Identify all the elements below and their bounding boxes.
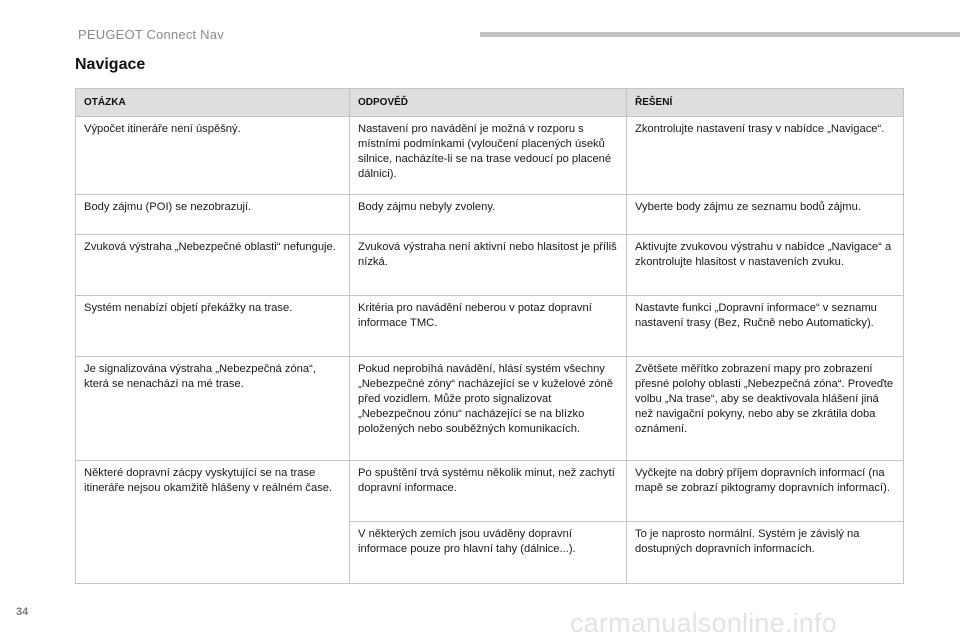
- solution-cell: Nastavte funkci „Dopravní informace“ v seznamu nastavení trasy (Bez, Ručně nebo Automaticky).: [627, 296, 904, 357]
- question-cell: Systém nenabízí objetí překážky na trase.: [76, 296, 350, 357]
- table-row: [76, 195, 904, 235]
- solution-cell: Zkontrolujte nastavení trasy v nabídce „Navigace“.: [627, 117, 904, 195]
- answer-cell: Kritéria pro navádění neberou v potaz dopravní informace TMC.: [350, 296, 627, 357]
- faq-table: [75, 88, 904, 584]
- section-title: Navigace: [75, 56, 146, 73]
- question-cell: [76, 522, 350, 584]
- solution-cell: Zvětšete měřítko zobrazení mapy pro zobrazení přesné polohy oblasti „Nebezpečná zóna“. Proveďte volbu „Na trase“, aby se deaktivovala hlášení jiná než navigační pokyny, nebo aby se zkrátila doba oznámení.: [627, 357, 904, 461]
- page-number: 34: [16, 606, 29, 618]
- table-row: [76, 461, 904, 522]
- answer-cell: Po spuštění trvá systému několik minut, než zachytí dopravní informace.: [350, 461, 627, 522]
- question-cell: Výpočet itineráře není úspěšný.: [76, 117, 350, 195]
- column-header-solution: ŘEŠENÍ: [627, 89, 904, 117]
- table-header-row: [76, 89, 904, 117]
- table-row: [76, 357, 904, 461]
- answer-cell: Body zájmu nebyly zvoleny.: [350, 195, 627, 235]
- answer-cell: Pokud neprobíhá navádění, hlásí systém všechny „Nebezpečné zóny“ nacházející se v kuželové zóně před vozidlem. Může proto signalizovat „Nebezpečnou zónu“ nacházející se na blízko položených nebo souběžných komunikacích.: [350, 357, 627, 461]
- table-row: [76, 117, 904, 195]
- answer-cell: Nastavení pro navádění je možná v rozporu s místními podmínkami (vyloučení placených úseků silnice, nacházíte-li se na trase vedoucí po placené dálnici).: [350, 117, 627, 195]
- solution-cell: Aktivujte zvukovou výstrahu v nabídce „Navigace“ a zkontrolujte hlasitost v nastaveních zvuku.: [627, 235, 904, 296]
- answer-cell: Zvuková výstraha není aktivní nebo hlasitost je příliš nízká.: [350, 235, 627, 296]
- question-cell: Zvuková výstraha „Nebezpečné oblasti“ nefunguje.: [76, 235, 350, 296]
- solution-cell: To je naprosto normální. Systém je závislý na dostupných dopravních informacích.: [627, 522, 904, 584]
- solution-cell: Vyčkejte na dobrý příjem dopravních informací (na mapě se zobrazí piktogramy dopravních informací).: [627, 461, 904, 522]
- header-divider-bar: [480, 32, 960, 37]
- question-cell: Body zájmu (POI) se nezobrazují.: [76, 195, 350, 235]
- solution-cell: Vyberte body zájmu ze seznamu bodů zájmu.: [627, 195, 904, 235]
- column-header-answer: ODPOVĚĎ: [350, 89, 627, 117]
- column-header-question: OTÁZKA: [76, 89, 350, 117]
- watermark: carmanualsonline.info: [570, 608, 837, 638]
- table-row: [76, 235, 904, 296]
- answer-cell: V některých zemích jsou uváděny dopravní informace pouze pro hlavní tahy (dálnice...).: [350, 522, 627, 584]
- brand-header: PEUGEOT Connect Nav: [78, 27, 224, 42]
- question-cell: Některé dopravní zácpy vyskytující se na trase itineráře nejsou okamžitě hlášeny v reálném čase.: [76, 461, 350, 522]
- table-row: [76, 522, 904, 584]
- question-cell: Je signalizována výstraha „Nebezpečná zóna“, která se nenachází na mé trase.: [76, 357, 350, 461]
- table-row: [76, 296, 904, 357]
